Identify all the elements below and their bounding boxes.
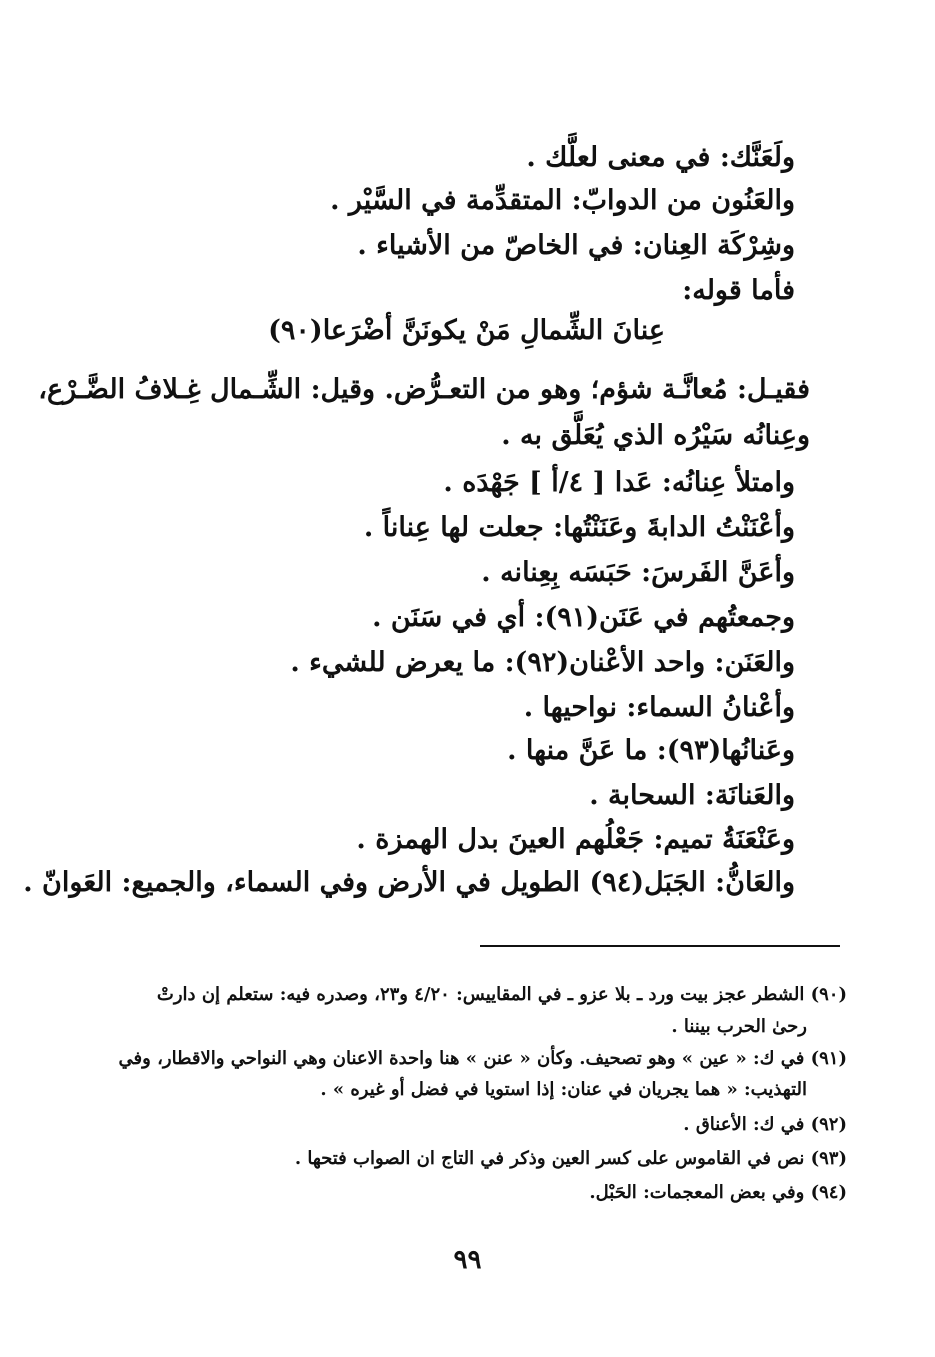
paragraph-line-2: وعِنانُه سَيْرُه الذي يُعَلَّق به . [501, 420, 810, 451]
footnote-line: (٩٢) في ك: الأعناق . [683, 1114, 847, 1135]
entry-line: وعَنانُها(٩٣): ما عَنَّ منها . [507, 735, 795, 766]
body-line-2: والعَنُون من الدوابّ: المتقدِّمة في السَّيْر . [330, 185, 795, 216]
footnote-line: رحىٰ الحرب بيننا . [671, 1016, 807, 1037]
entry-line: وامتلأ عِنانُه: عَدا [ ٤/أ ] جَهْدَه . [443, 467, 795, 498]
entry-line: وجمعتُهم في عَنَن(٩١): أي في سَنَن . [372, 602, 795, 633]
body-line-3: وشِرْكَة العِنان: في الخاصّ من الأشياء . [357, 230, 795, 261]
page-number: ٩٩ [453, 1245, 482, 1275]
footnote-line: (٩١) في ك: « عين » وهو تصحيف. وكأن « عنن » هنا واحدة الاعنان وهي النواحي والاقطار، وفي [118, 1048, 847, 1069]
entry-line: وعَنْعَنَةُ تميم: جَعْلُهم العينَ بدل الهمزة . [356, 824, 795, 855]
body-line-4: فأما قوله: [682, 275, 795, 306]
entry-line: وأعَنَّ الفَرسَ: حَبَسَه بِعِنانه . [481, 557, 795, 588]
footnote-line: (٩٠) الشطر عجز بيت ورد ـ بلا عزو ـ في المقاييس: ٤/٢٠ و٢٣، وصدره فيه: ستعلم إن دارتْ [156, 984, 847, 1005]
entry-line: وأعْنانُ السماء: نواحيها . [523, 692, 795, 723]
verse-line: عِنانَ الشِّمالِ مَنْ يكونَنَّ أضْرَعا(٩٠) [268, 315, 665, 346]
footnote-line: (٩٣) نص في القاموس على كسر العين وذكر في التاج ان الصواب فتحها . [294, 1148, 847, 1169]
footnote-divider [480, 945, 840, 947]
entry-line: والعَنانَة: السحابة . [589, 780, 795, 811]
paragraph-line-1: فقيـل: مُعانَّـة شؤم؛ وهو من التعـرُّض. وقيل: الشِّـمال غِـلافُ الضَّـرْع، [38, 374, 810, 405]
footnote-line: (٩٤) وفي بعض المعجمات: الحَبْل. [589, 1182, 847, 1203]
body-line-1: ولَعَنَّك: في معنى لعلَّك . [526, 142, 795, 173]
footnote-line: التهذيب: « هما يجريان في عنان: إذا استويا في فضل أو غيره » . [320, 1079, 807, 1100]
entry-line: والعَانُّ: الجَبَل(٩٤) الطويل في الأرض وفي السماء، والجميع: العَوانّ . [23, 867, 795, 898]
entry-line: وأعْنَنْتُ الدابةَ وعَنَنْتُها: جعلت لها عِناناً . [363, 512, 795, 543]
entry-line: والعَنَن: واحد الأعْنان(٩٢): ما يعرض للشيء . [290, 647, 795, 678]
